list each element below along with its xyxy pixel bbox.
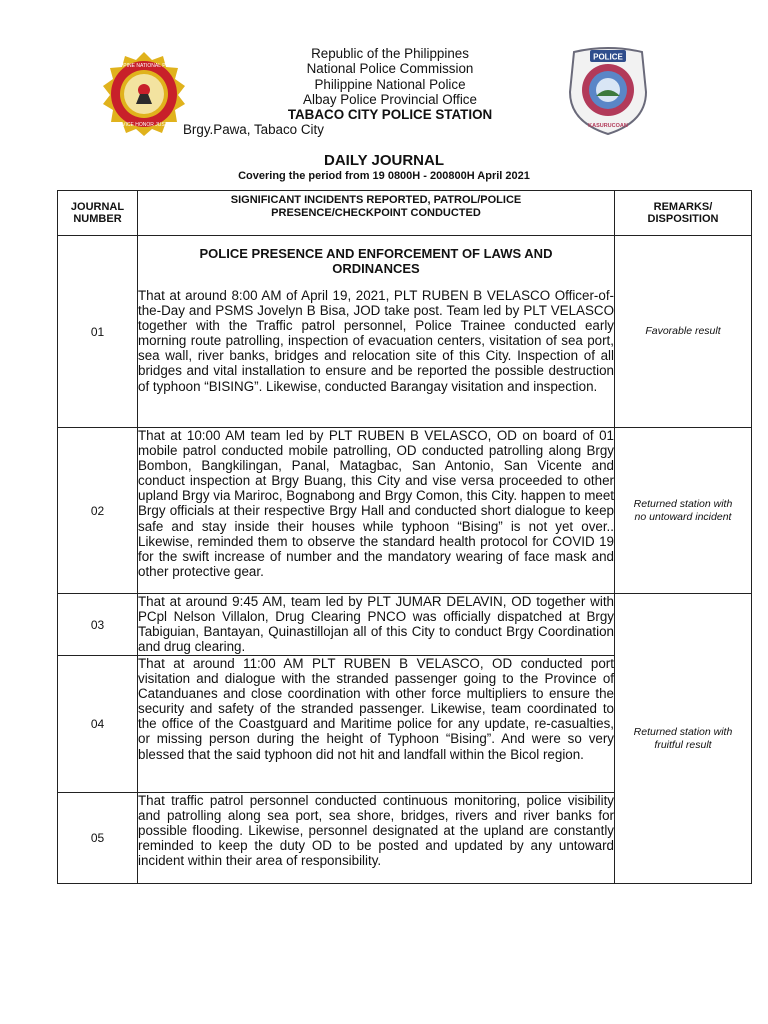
remark: Favorable result xyxy=(615,236,752,428)
svg-text:SERVICE HONOR JUSTICE: SERVICE HONOR JUSTICE xyxy=(111,122,177,128)
incident-description xyxy=(138,236,615,428)
header-line: Philippine National Police xyxy=(314,76,466,92)
header-journal-number: JOURNAL NUMBER xyxy=(58,191,138,236)
incident-description: That at 10:00 AM team led by PLT RUBEN B VELASCO, OD on board of 01 mobile patrol conducted mobile patrolling, OD conducted patrolling along Brgy Bombon, Bangkilingan, Panal, Matagbac, San Antonio, San Vicente and conduct inspection at Brgy Buang, this City and vise versa proceeded to other upland Brgy via Mariroc, Bognabong and Brgy Comon, this City. happen to meet Brgy officials at their respective Brgy Hall and conducted short dialogue to keep safe and stay inside their houses while typhoon “Bising” is not yet over.. Likewise, reminded them to observe the standard health protocol for COVID 19 for the swift increase of number and the mandatory wearing of face mask and other protective gear. xyxy=(138,428,615,594)
svg-text:PHILIPPINE NATIONAL POLICE: PHILIPPINE NATIONAL POLICE xyxy=(107,63,181,69)
header-remarks: REMARKS/ DISPOSITION xyxy=(615,191,752,236)
header-line: National Police Commission xyxy=(306,61,474,77)
incident-description: That at around 11:00 AM PLT RUBEN B VELASCO, OD conducted port visitation and dialogue with the stranded passenger going to the Province of Catanduanes and close coordination with other force multipliers to ensure the security and safety of the stranded passenger. Likewise, team coordinated to the office of the Coastguard and Maritime police for any update, re-casualties, or missing person during the height of Typhoon “Bising”. And were so very blessed that the said typhoon did not hit and landfall within the Bicol region. xyxy=(138,656,615,793)
remark: Returned station with fruitful result xyxy=(615,594,752,884)
header-line: Republic of the Philippines xyxy=(311,46,469,61)
incident-description: That at around 9:45 AM, team led by PLT JUMAR DELAVIN, OD together with PCpl Nelson Villalon, Drug Clearing PNCO was officially dispatched at Brgy Tabiguian, Bantayan, Quinastillojan all of this City to conduct Brgy Coordination and drug clearing. xyxy=(138,594,614,655)
table-row xyxy=(58,594,752,656)
table-row xyxy=(58,428,752,594)
journal-number: 01 xyxy=(58,236,138,428)
table-row xyxy=(58,236,752,428)
header-line: Albay Police Provincial Office xyxy=(303,91,477,107)
svg-text:POLICE: POLICE xyxy=(593,52,623,62)
table-header-row xyxy=(58,191,752,236)
incident-text: That at around 8:00 AM of April 19, 2021, PLT RUBEN B VELASCO Officer-of-the-Day and PSMS Jovelyn B Bisa, JOD take post. Team led by PLT VELASCO together with the Traffic patrol personnel, Police Trainee conducted early morning route patrolling, inspection of evacuation centers, visitation of sea port, sea wall, river banks, bridges and relocation site of this City. Inspection of all bridges and vital installation to ensure and be reported the possible destruction of typhoon “BISING”. Likewise, conducted Barangay visitation and inspection. xyxy=(138,288,614,394)
incident-description: That traffic patrol personnel conducted continuous monitoring, police visibility and patrolling along sea port, sea shore, bridges, rivers and river banks for possible flooding. Likewise, personnel designated at the upland are constantly reminded to keep the duty OD to be posted and updated by any untoward incident within their area of responsibility. xyxy=(138,793,615,884)
period-subtitle: Covering the period from 19 0800H - 200800H April 2021 xyxy=(238,170,530,182)
letterhead-text xyxy=(240,46,540,122)
journal-number: 02 xyxy=(58,428,138,594)
pnp-seal-icon xyxy=(102,52,186,136)
svg-text:KASURUCOAN: KASURUCOAN xyxy=(588,123,628,129)
remark: Returned station with no untoward incident xyxy=(615,428,752,594)
document-title: DAILY JOURNAL xyxy=(323,152,445,169)
station-name: TABACO CITY POLICE STATION xyxy=(287,107,493,123)
journal-table xyxy=(57,190,752,884)
police-badge-icon xyxy=(566,46,650,136)
station-address: Brgy.Pawa, Tabaco City xyxy=(183,122,324,137)
journal-number: 05 xyxy=(58,793,138,884)
letterhead xyxy=(0,44,768,140)
journal-number: 04 xyxy=(58,656,138,793)
header-incidents: SIGNIFICANT INCIDENTS REPORTED, PATROL/POLICE PRESENCE/CHECKPOINT CONDUCTED xyxy=(138,191,615,236)
section-title: POLICE PRESENCE AND ENFORCEMENT OF LAWS AND ORDINANCES xyxy=(199,246,553,276)
journal-number: 03 xyxy=(58,594,138,656)
